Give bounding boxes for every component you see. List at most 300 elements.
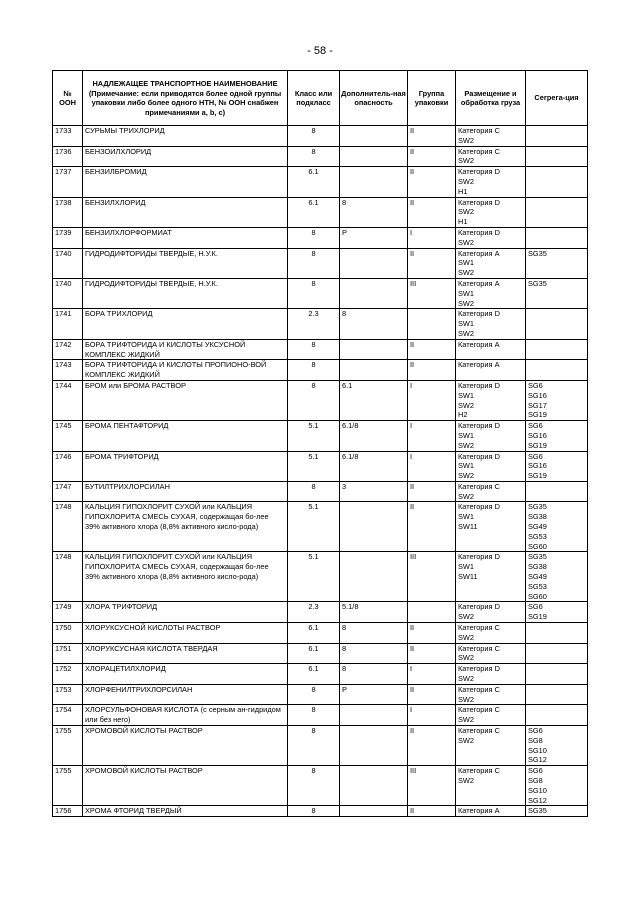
cell-subsidiary-risk xyxy=(340,705,408,726)
stowage-code: SW2 xyxy=(458,156,475,166)
table-row xyxy=(53,278,588,308)
cell-packing-group: II xyxy=(408,248,456,278)
cell-subsidiary-risk xyxy=(340,248,408,278)
cell-class: 6.1 xyxy=(288,197,340,227)
segregation-code: SG16 xyxy=(528,461,547,471)
stowage-code: SW2 xyxy=(458,440,475,450)
cell-class: 8 xyxy=(288,806,340,817)
cell-class: 8 xyxy=(288,126,340,147)
cell-shipping-name: БРОМ или БРОМА РАСТВОР xyxy=(83,380,288,420)
cell-packing-group: II xyxy=(408,167,456,197)
stowage-code: SW11 xyxy=(458,572,478,582)
cell-un-number: 1743 xyxy=(53,360,83,381)
header-stowage: Размещение и обработка груза xyxy=(456,71,526,126)
segregation-code: SG35 xyxy=(528,248,547,258)
cell-stowage xyxy=(456,623,526,644)
cell-class: 8 xyxy=(288,339,340,360)
segregation-code: SG8 xyxy=(528,735,543,745)
stowage-code: Категория А xyxy=(458,806,500,816)
stowage-code: SW1 xyxy=(458,562,475,572)
cell-subsidiary-risk: 6.1/8 xyxy=(340,451,408,481)
cell-shipping-name: ХЛОРФЕНИЛТРИХЛОРСИЛАН xyxy=(83,684,288,705)
stowage-code: Категория А xyxy=(458,278,500,288)
table-row xyxy=(53,167,588,197)
cell-shipping-name: БЕНЗИЛБРОМИД xyxy=(83,167,288,197)
segregation-code: SG19 xyxy=(528,410,547,420)
table-row xyxy=(53,684,588,705)
cell-un-number: 1753 xyxy=(53,684,83,705)
cell-un-number: 1744 xyxy=(53,380,83,420)
cell-subsidiary-risk: 8 xyxy=(340,309,408,339)
cell-stowage xyxy=(456,227,526,248)
cell-un-number: 1742 xyxy=(53,339,83,360)
cell-segregation xyxy=(526,421,588,451)
segregation-code: SG6 xyxy=(528,766,543,776)
cell-segregation xyxy=(526,227,588,248)
cell-subsidiary-risk: 8 xyxy=(340,197,408,227)
cell-stowage xyxy=(456,421,526,451)
segregation-code: SG19 xyxy=(528,471,547,481)
cell-subsidiary-risk: P xyxy=(340,684,408,705)
stowage-code: Категория А xyxy=(458,248,500,258)
header-packing-group: Группа упаковки xyxy=(408,71,456,126)
cell-packing-group: II xyxy=(408,806,456,817)
page-number: - 58 - xyxy=(307,45,333,57)
cell-segregation xyxy=(526,684,588,705)
stowage-code: SW1 xyxy=(458,390,475,400)
cell-packing-group: II xyxy=(408,684,456,705)
cell-segregation xyxy=(526,623,588,644)
segregation-code: SG12 xyxy=(528,755,547,765)
table-row xyxy=(53,623,588,644)
cell-subsidiary-risk: 6.1 xyxy=(340,380,408,420)
stowage-code: SW2 xyxy=(458,268,475,278)
cell-segregation xyxy=(526,360,588,381)
cell-packing-group: I xyxy=(408,664,456,685)
cell-segregation xyxy=(526,726,588,766)
cell-subsidiary-risk: 3 xyxy=(340,481,408,502)
stowage-code: SW2 xyxy=(458,776,475,785)
cell-shipping-name: ГИДРОДИФТОРИДЫ ТВЕРДЫЕ, Н.У.К. xyxy=(83,248,288,278)
stowage-code: Категория С xyxy=(458,766,500,776)
cell-packing-group: II xyxy=(408,502,456,552)
segregation-code: SG8 xyxy=(528,776,543,785)
cell-segregation xyxy=(526,481,588,502)
cell-segregation xyxy=(526,451,588,481)
cell-stowage xyxy=(456,360,526,381)
cell-class: 2.3 xyxy=(288,309,340,339)
table-row xyxy=(53,726,588,766)
stowage-code: SW2 xyxy=(458,176,475,186)
segregation-code: SG35 xyxy=(528,502,547,512)
cell-un-number: 1733 xyxy=(53,126,83,147)
cell-un-number: 1746 xyxy=(53,451,83,481)
table-body xyxy=(53,126,588,817)
table-row xyxy=(53,552,588,602)
table-row xyxy=(53,126,588,147)
cell-segregation xyxy=(526,380,588,420)
cell-stowage xyxy=(456,643,526,664)
stowage-code: Категория D xyxy=(458,602,500,612)
cell-packing-group: II xyxy=(408,126,456,147)
cell-shipping-name: ХЛОРУКСУСНОЙ КИСЛОТЫ РАСТВОР xyxy=(83,623,288,644)
stowage-code: Категория С xyxy=(458,481,500,491)
cell-packing-group xyxy=(408,602,456,623)
stowage-code: Категория D xyxy=(458,421,500,431)
table-row xyxy=(53,806,588,817)
stowage-code: Категория С xyxy=(458,146,500,156)
segregation-code: SG6 xyxy=(528,726,543,736)
cell-class: 5.1 xyxy=(288,502,340,552)
cell-stowage xyxy=(456,552,526,602)
segregation-code: SG16 xyxy=(528,390,547,400)
cell-class: 8 xyxy=(288,278,340,308)
cell-shipping-name: БУТИЛТРИХЛОРСИЛАН xyxy=(83,481,288,502)
cell-packing-group: II xyxy=(408,339,456,360)
cell-subsidiary-risk xyxy=(340,806,408,817)
stowage-code: SW11 xyxy=(458,522,478,532)
stowage-code: SW1 xyxy=(458,258,475,268)
cell-segregation xyxy=(526,552,588,602)
cell-un-number: 1751 xyxy=(53,643,83,664)
cell-un-number: 1748 xyxy=(53,502,83,552)
cell-class: 8 xyxy=(288,146,340,167)
table-row xyxy=(53,227,588,248)
cell-shipping-name: ХЛОРА ТРИФТОРИД xyxy=(83,602,288,623)
cell-un-number: 1748 xyxy=(53,552,83,602)
cell-packing-group: III xyxy=(408,552,456,602)
stowage-code: SW2 xyxy=(458,735,475,745)
cell-segregation xyxy=(526,146,588,167)
cell-stowage xyxy=(456,167,526,197)
table-row xyxy=(53,309,588,339)
cell-class: 6.1 xyxy=(288,643,340,664)
segregation-code: SG19 xyxy=(528,612,547,622)
cell-packing-group: II xyxy=(408,197,456,227)
cell-subsidiary-risk: 6.1/8 xyxy=(340,421,408,451)
cell-segregation xyxy=(526,197,588,227)
cell-stowage xyxy=(456,664,526,685)
header-subsidiary-risk: Дополнитель-ная опасность xyxy=(340,71,408,126)
cell-shipping-name: БОРА ТРИФТОРИДА И КИСЛОТЫ ПРОПИОНО-ВОЙ КОМПЛЕКС ЖИДКИЙ xyxy=(83,360,288,381)
cell-stowage xyxy=(456,126,526,147)
stowage-code: SW1 xyxy=(458,512,475,522)
cell-stowage xyxy=(456,380,526,420)
cell-shipping-name: СУРЬМЫ ТРИХЛОРИД xyxy=(83,126,288,147)
stowage-code: SW2 xyxy=(458,612,475,622)
cell-packing-group: I xyxy=(408,705,456,726)
segregation-code: SG38 xyxy=(528,512,547,522)
cell-packing-group: I xyxy=(408,380,456,420)
stowage-code: SW2 xyxy=(458,674,475,684)
dangerous-goods-table xyxy=(52,70,588,817)
cell-segregation xyxy=(526,278,588,308)
table-row xyxy=(53,502,588,552)
cell-class: 8 xyxy=(288,248,340,278)
header-shipping-name-note: (Примечание: если приводятся более одной группы упаковки либо более одного НТН, № ООН снабжен примечаниями a, b, c) xyxy=(88,88,282,117)
stowage-code: Категория D xyxy=(458,380,500,390)
segregation-code: SG6 xyxy=(528,451,543,461)
stowage-code: SW1 xyxy=(458,430,475,440)
cell-un-number: 1741 xyxy=(53,309,83,339)
segregation-code: SG19 xyxy=(528,440,547,450)
segregation-code: SG17 xyxy=(528,400,547,410)
cell-stowage xyxy=(456,309,526,339)
cell-un-number: 1736 xyxy=(53,146,83,167)
table-row xyxy=(53,481,588,502)
cell-subsidiary-risk xyxy=(340,339,408,360)
cell-class: 8 xyxy=(288,766,340,806)
stowage-code: Категория А xyxy=(458,339,500,349)
stowage-code: Категория С xyxy=(458,705,500,715)
cell-subsidiary-risk: 8 xyxy=(340,643,408,664)
table-row xyxy=(53,380,588,420)
table-row xyxy=(53,421,588,451)
stowage-code: SW1 xyxy=(458,461,475,471)
cell-packing-group: III xyxy=(408,766,456,806)
stowage-code: H1 xyxy=(458,186,468,196)
cell-un-number: 1747 xyxy=(53,481,83,502)
cell-class: 5.1 xyxy=(288,421,340,451)
cell-subsidiary-risk xyxy=(340,360,408,381)
cell-segregation xyxy=(526,167,588,197)
cell-un-number: 1740 xyxy=(53,248,83,278)
cell-segregation xyxy=(526,643,588,664)
cell-stowage xyxy=(456,451,526,481)
table-row xyxy=(53,602,588,623)
cell-class: 5.1 xyxy=(288,552,340,602)
cell-class: 5.1 xyxy=(288,451,340,481)
stowage-code: SW2 xyxy=(458,400,475,410)
table-row xyxy=(53,451,588,481)
segregation-code: SG6 xyxy=(528,380,543,390)
table-row xyxy=(53,705,588,726)
stowage-code: SW1 xyxy=(458,319,475,329)
stowage-code: SW2 xyxy=(458,715,475,725)
cell-shipping-name: БРОМА ТРИФТОРИД xyxy=(83,451,288,481)
cell-shipping-name: БЕНЗИЛХЛОРФОРМИАТ xyxy=(83,227,288,248)
cell-segregation xyxy=(526,339,588,360)
segregation-code: SG60 xyxy=(528,591,547,601)
cell-shipping-name: ХРОМОВОЙ КИСЛОТЫ РАСТВОР xyxy=(83,726,288,766)
cell-subsidiary-risk xyxy=(340,552,408,602)
table-header-row xyxy=(53,71,588,126)
header-class: Класс или подкласс xyxy=(288,71,340,126)
stowage-code: Категория D xyxy=(458,664,500,674)
cell-shipping-name: БРОМА ПЕНТАФТОРИД xyxy=(83,421,288,451)
cell-class: 6.1 xyxy=(288,664,340,685)
segregation-code: SG12 xyxy=(528,795,547,805)
cell-subsidiary-risk xyxy=(340,502,408,552)
stowage-code: SW2 xyxy=(458,632,475,642)
cell-segregation xyxy=(526,248,588,278)
cell-packing-group: II xyxy=(408,643,456,664)
cell-un-number: 1755 xyxy=(53,726,83,766)
table-row xyxy=(53,248,588,278)
cell-subsidiary-risk xyxy=(340,726,408,766)
stowage-code: Категория С xyxy=(458,643,500,653)
cell-stowage xyxy=(456,197,526,227)
segregation-code: SG35 xyxy=(528,806,547,816)
cell-packing-group: II xyxy=(408,726,456,766)
stowage-code: SW2 xyxy=(458,298,475,308)
segregation-code: SG53 xyxy=(528,531,547,541)
cell-packing-group: II xyxy=(408,481,456,502)
segregation-code: SG35 xyxy=(528,552,547,562)
cell-packing-group: I xyxy=(408,421,456,451)
cell-shipping-name: ХРОМОВОЙ КИСЛОТЫ РАСТВОР xyxy=(83,766,288,806)
cell-shipping-name: БЕНЗИЛХЛОРИД xyxy=(83,197,288,227)
cell-un-number: 1752 xyxy=(53,664,83,685)
cell-shipping-name: ХЛОРАЦЕТИЛХЛОРИД xyxy=(83,664,288,685)
stowage-code: Категория С xyxy=(458,684,500,694)
segregation-code: SG16 xyxy=(528,430,547,440)
cell-shipping-name: ХРОМА ФТОРИД ТВЕРДЫЙ xyxy=(83,806,288,817)
cell-class: 8 xyxy=(288,227,340,248)
cell-class: 8 xyxy=(288,360,340,381)
cell-packing-group: I xyxy=(408,451,456,481)
cell-stowage xyxy=(456,278,526,308)
cell-shipping-name: БОРА ТРИХЛОРИД xyxy=(83,309,288,339)
segregation-code: SG49 xyxy=(528,522,547,532)
cell-un-number: 1745 xyxy=(53,421,83,451)
cell-stowage xyxy=(456,806,526,817)
cell-un-number: 1737 xyxy=(53,167,83,197)
cell-shipping-name: ХЛОРУКСУСНАЯ КИСЛОТА ТВЕРДАЯ xyxy=(83,643,288,664)
segregation-code: SG10 xyxy=(528,785,547,795)
table-row xyxy=(53,197,588,227)
stowage-code: SW2 xyxy=(458,694,475,704)
cell-segregation xyxy=(526,664,588,685)
cell-stowage xyxy=(456,502,526,552)
cell-shipping-name: КАЛЬЦИЯ ГИПОХЛОРИТ СУХОЙ или КАЛЬЦИЯ ГИПОХЛОРИТА СМЕСЬ СУХАЯ, содержащая бо-лее 39% активного хлора (8,8% активного кисло-рода) xyxy=(83,502,288,552)
cell-segregation xyxy=(526,602,588,623)
cell-shipping-name: ГИДРОДИФТОРИДЫ ТВЕРДЫЕ, Н.У.К. xyxy=(83,278,288,308)
stowage-code: SW2 xyxy=(458,491,475,501)
segregation-code: SG10 xyxy=(528,745,547,755)
stowage-code: Категория D xyxy=(458,451,500,461)
stowage-code: SW2 xyxy=(458,653,475,663)
stowage-code: SW2 xyxy=(458,237,475,247)
cell-class: 8 xyxy=(288,705,340,726)
cell-packing-group: II xyxy=(408,146,456,167)
segregation-code: SG6 xyxy=(528,602,543,612)
cell-stowage xyxy=(456,705,526,726)
cell-stowage xyxy=(456,684,526,705)
cell-subsidiary-risk xyxy=(340,167,408,197)
cell-shipping-name: ХЛОРСУЛЬФОНОВАЯ КИСЛОТА (с серным ан-гидридом или без него) xyxy=(83,705,288,726)
cell-subsidiary-risk: P xyxy=(340,227,408,248)
table-row xyxy=(53,766,588,806)
cell-class: 8 xyxy=(288,684,340,705)
cell-packing-group: II xyxy=(408,360,456,381)
cell-packing-group: I xyxy=(408,227,456,248)
cell-shipping-name: КАЛЬЦИЯ ГИПОХЛОРИТ СУХОЙ или КАЛЬЦИЯ ГИПОХЛОРИТА СМЕСЬ СУХАЯ, содержащая бо-лее 39% активного хлора (8,8% активного кисло-рода) xyxy=(83,552,288,602)
stowage-code: Категория С xyxy=(458,726,500,736)
table-row xyxy=(53,664,588,685)
cell-packing-group: III xyxy=(408,278,456,308)
cell-un-number: 1738 xyxy=(53,197,83,227)
segregation-code: SG60 xyxy=(528,541,547,551)
header-segregation: Сегрега-ция xyxy=(526,71,588,126)
segregation-code: SG53 xyxy=(528,581,547,591)
cell-subsidiary-risk: 5.1/8 xyxy=(340,602,408,623)
stowage-code: Категория D xyxy=(458,552,500,562)
cell-segregation xyxy=(526,766,588,806)
cell-un-number: 1756 xyxy=(53,806,83,817)
table-row xyxy=(53,339,588,360)
cell-subsidiary-risk: 8 xyxy=(340,664,408,685)
header-shipping-name xyxy=(83,71,288,126)
stowage-code: SW2 xyxy=(458,207,475,217)
cell-class: 6.1 xyxy=(288,623,340,644)
table-row xyxy=(53,360,588,381)
cell-stowage xyxy=(456,726,526,766)
cell-segregation xyxy=(526,126,588,147)
stowage-code: Категория D xyxy=(458,502,500,512)
segregation-code: SG38 xyxy=(528,562,547,572)
cell-packing-group xyxy=(408,309,456,339)
cell-stowage xyxy=(456,602,526,623)
cell-segregation xyxy=(526,705,588,726)
cell-packing-group: II xyxy=(408,623,456,644)
stowage-code: Категория D xyxy=(458,167,500,177)
stowage-code: Категория D xyxy=(458,309,500,319)
stowage-code: SW2 xyxy=(458,135,475,145)
cell-class: 8 xyxy=(288,481,340,502)
segregation-code: SG6 xyxy=(528,421,543,431)
cell-segregation xyxy=(526,502,588,552)
cell-shipping-name: БЕНЗОИЛХЛОРИД xyxy=(83,146,288,167)
cell-un-number: 1755 xyxy=(53,766,83,806)
stowage-code: Категория D xyxy=(458,197,500,207)
stowage-code: SW2 xyxy=(458,328,475,338)
cell-shipping-name: БОРА ТРИФТОРИДА И КИСЛОТЫ УКСУСНОЙ КОМПЛЕКС ЖИДКИЙ xyxy=(83,339,288,360)
cell-stowage xyxy=(456,339,526,360)
cell-subsidiary-risk xyxy=(340,278,408,308)
cell-un-number: 1739 xyxy=(53,227,83,248)
cell-class: 8 xyxy=(288,380,340,420)
header-un-number: № ООН xyxy=(53,71,83,126)
cell-un-number: 1740 xyxy=(53,278,83,308)
stowage-code: Категория D xyxy=(458,227,500,237)
stowage-code: Категория А xyxy=(458,360,500,370)
cell-un-number: 1749 xyxy=(53,602,83,623)
header-shipping-name-title: НАДЛЕЖАЩЕЕ ТРАНСПОРТНОЕ НАИМЕНОВАНИЕ xyxy=(92,79,278,88)
stowage-code: Категория С xyxy=(458,126,500,135)
cell-stowage xyxy=(456,248,526,278)
cell-un-number: 1750 xyxy=(53,623,83,644)
segregation-code: SG49 xyxy=(528,572,547,582)
cell-subsidiary-risk: 8 xyxy=(340,623,408,644)
table-row xyxy=(53,146,588,167)
cell-subsidiary-risk xyxy=(340,766,408,806)
cell-class: 6.1 xyxy=(288,167,340,197)
stowage-code: Категория С xyxy=(458,623,500,633)
cell-un-number: 1754 xyxy=(53,705,83,726)
stowage-code: SW1 xyxy=(458,288,475,298)
stowage-code: SW2 xyxy=(458,471,475,481)
cell-segregation xyxy=(526,806,588,817)
stowage-code: H1 xyxy=(458,217,468,227)
cell-stowage xyxy=(456,481,526,502)
cell-class: 2.3 xyxy=(288,602,340,623)
cell-stowage xyxy=(456,766,526,806)
table-row xyxy=(53,643,588,664)
stowage-code: H2 xyxy=(458,410,468,420)
cell-class: 8 xyxy=(288,726,340,766)
cell-segregation xyxy=(526,309,588,339)
